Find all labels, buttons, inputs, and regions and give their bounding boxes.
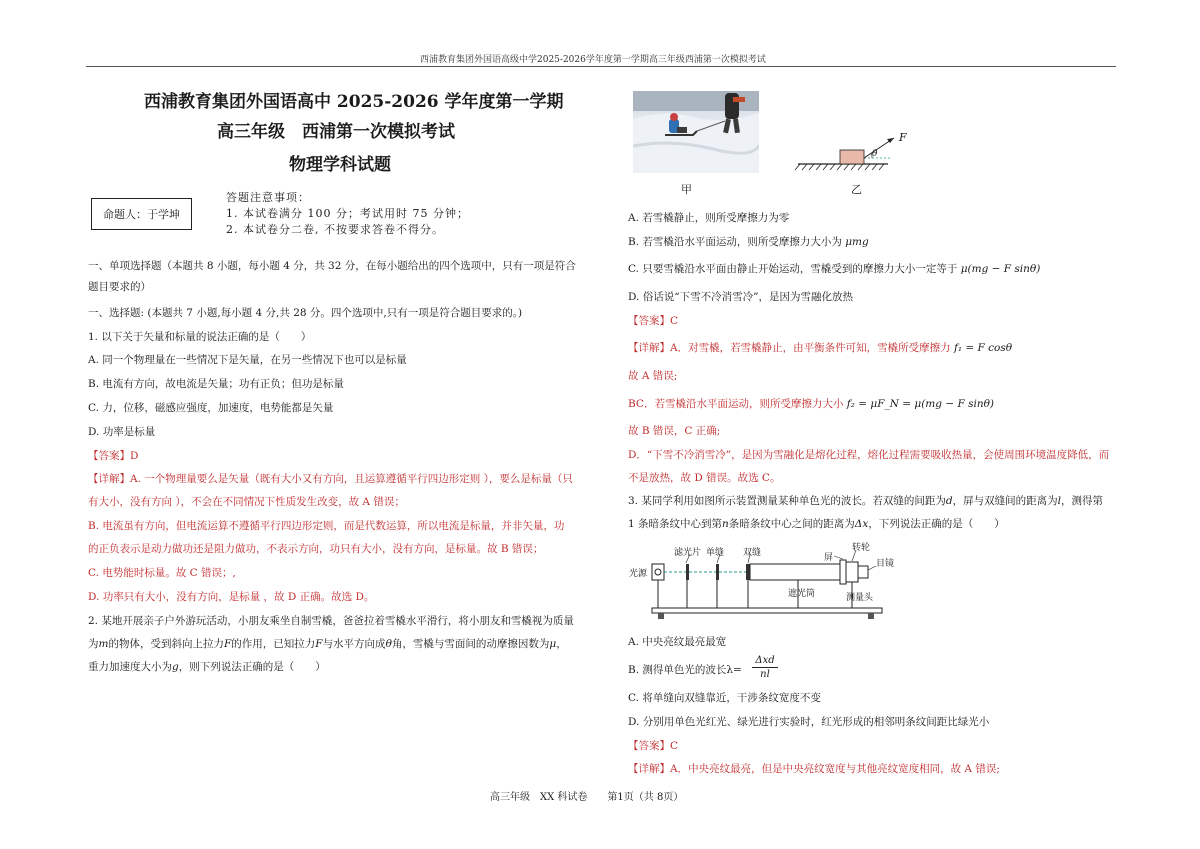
fraction-denominator: nl — [760, 669, 770, 680]
sled-photo-illustration — [633, 91, 759, 173]
q2-option-b: B. 若雪橇沿水平面运动，则所受摩擦力大小为 μmg — [628, 236, 869, 248]
sled-photo — [633, 91, 759, 173]
q1-explain-a1: 【详解】A. 一个物理量要么是矢量（既有大小又有方向，且运算遵循平行四边形定则 ），要么是标量（只 — [88, 473, 573, 485]
q3-stem-line2: 1 条暗条纹中心到第n条暗条纹中心之间的距离为Δx，下列说法正确的是（ ） — [628, 518, 1005, 530]
label-eyepiece: 目镜 — [876, 559, 895, 569]
section-heading-2: 一、选择题: (本题共 7 小题,每小题 4 分,共 28 分。四个选项中,只有一项是符合题目要求的。) — [88, 307, 523, 319]
q1-explain-d: D. 功率只有大小，没有方向，是标量 ，故 D 正确。故选 D。 — [88, 591, 375, 603]
q1-explain-a2: 有大小，没有方向 ），不会在不同情况下性质发生改变，故 A 错误； — [88, 496, 405, 508]
q3-option-b: B. 测得单色光的波长λ= — [628, 664, 742, 676]
q1-explain-b2: 的正负表示是动力做功还是阻力做功，不表示方向，功只有大小，没有方向，是标量。故 B 错误； — [88, 543, 544, 555]
exam-notes — [226, 190, 469, 238]
q2-explain-2: 故 A 错误; — [628, 370, 678, 382]
page-footer: 高三年级 XX 科试卷 第1页（共 8页） — [490, 792, 684, 803]
section-heading-1b: 题目要求的） — [88, 281, 151, 293]
q1-option-a: A. 同一个物理量在一些情况下是矢量，在另一些情况下也可以是标量 — [88, 354, 407, 366]
q2-explain-4: 故 B 错误，C 正确; — [628, 425, 721, 437]
q2-explain-5a: D．“下雪不冷消雪冷”，是因为雪融化是熔化过程，熔化过程需要吸收热量，会使周围环境温度降低，而 — [628, 449, 1110, 461]
q3-answer: 【答案】C — [628, 740, 679, 752]
exam-title-line3: 物理学科试题 — [289, 155, 391, 175]
q1-option-c: C. 力，位移，磁感应强度，加速度，电势能都是矢量 — [88, 402, 334, 414]
q2-explain-1: 【详解】A．对雪橇，若雪橇静止，由平衡条件可知，雪橇所受摩擦力 f₁ = F cosθ — [628, 342, 1013, 354]
q1-answer: 【答案】D — [88, 450, 139, 462]
q2-answer: 【答案】C — [628, 315, 679, 327]
notes-item-2: 2. 本试卷分二卷, 不按要求答卷不得分。 — [226, 223, 444, 236]
running-header: 西浦教育集团外国语高级中学2025-2026学年度第一学期高三年级西浦第一次模拟考试 — [420, 55, 766, 65]
q1-explain-b1: B. 电流虽有方向，但电流运算不遵循平行四边形定则，而是代数运算，所以电流是标量，并非矢量，功 — [88, 520, 565, 532]
q2-stem-line3: 重力加速度大小为g，则下列说法正确的是（ ） — [88, 661, 326, 673]
q2-option-a: A. 若雪橇静止，则所受摩擦力为零 — [628, 212, 790, 224]
label-light-tube: 遮光筒 — [788, 589, 816, 599]
label-light-source: 光源 — [629, 569, 648, 579]
q2-option-c: C. 只要雪橇沿水平面由静止开始运动，雪橇受到的摩擦力大小一定等于 μ(mg − F sinθ) — [628, 263, 1041, 275]
figure-label-yi: 乙 — [851, 183, 862, 196]
q3-explain-1: 【详解】A．中央亮纹最亮，但是中央亮纹宽度与其他亮纹宽度相同，故 A 错误; — [628, 763, 1000, 775]
q3-option-d: D. 分别用单色光红光、绿光进行实验时，红光形成的相邻明条纹间距比绿光小 — [628, 716, 990, 728]
author-label: 命题人：于学坤 — [103, 208, 180, 221]
q1-option-d: D. 功率是标量 — [88, 426, 156, 438]
q1-option-b: B. 电流有方向，故电流是矢量；功有正负；但功是标量 — [88, 378, 344, 390]
q1-stem: 1. 以下关于矢量和标量的说法正确的是（ ） — [88, 331, 312, 343]
label-screen: 屏 — [824, 553, 834, 563]
q2-explain-5b: 不是放热，故 D 错误。故选 C。 — [628, 472, 781, 484]
force-label-F: F — [899, 131, 907, 144]
q3-option-b-fraction — [752, 654, 778, 681]
fraction-numerator: Δxd — [752, 654, 778, 668]
q1-explain-c: C. 电势能时标量。故 C 错误；, — [88, 567, 236, 579]
author-box — [91, 198, 192, 230]
label-wheel: 转轮 — [852, 543, 871, 553]
force-diagram — [790, 128, 900, 180]
q2-stem-line2: 为m的物体，受到斜向上拉力F的作用，已知拉力F与水平方向成θ角，雪橇与雪面间的动摩擦因数为μ， — [88, 638, 567, 650]
notes-item-1: 1. 本试卷满分 100 分；考试用时 75 分钟； — [226, 207, 469, 220]
q2-option-d: D. 俗话说“下雪不冷消雪冷”，是因为雪融化放热 — [628, 291, 853, 303]
header-divider — [86, 66, 1116, 67]
angle-label-theta: θ — [872, 149, 878, 159]
figure-label-jia: 甲 — [681, 183, 692, 196]
q3-option-c: C. 将单缝向双缝靠近，干涉条纹宽度不变 — [628, 692, 821, 704]
exam-title-line1: 西浦教育集团外国语高中 2025-2026 学年度第一学期 — [144, 92, 564, 112]
exam-title-line2: 高三年级 西浦第一次模拟考试 — [217, 122, 455, 142]
label-measuring-head: 测量头 — [846, 593, 874, 603]
section-heading-1a: 一、单项选择题（本题共 8 小题，每小题 4 分，共 32 分，在每小题给出的四个选项中，只有一项是符合 — [88, 260, 576, 272]
q2-stem-line1: 2. 某地开展亲子户外游玩活动，小朋友乘坐自制雪橇，爸爸拉着雪橇水平滑行，将小朋友和雪橇视为质量 — [88, 615, 574, 627]
label-filter: 滤光片 — [674, 548, 702, 558]
q3-stem-line1: 3. 某同学利用如图所示装置测量某种单色光的波长。若双缝的间距为d，屏与双缝间的距离为l，测得第 — [628, 495, 1103, 507]
label-double-slit: 双缝 — [743, 548, 762, 558]
q2-explain-3: BC．若雪橇沿水平面运动，则所受摩擦力大小 f₂ = μF_N = μ(mg − F sinθ) — [628, 398, 995, 410]
notes-heading: 答题注意事项： — [226, 191, 310, 204]
q3-option-a: A. 中央亮纹最亮最宽 — [628, 636, 727, 648]
label-single-slit: 单缝 — [706, 548, 725, 558]
